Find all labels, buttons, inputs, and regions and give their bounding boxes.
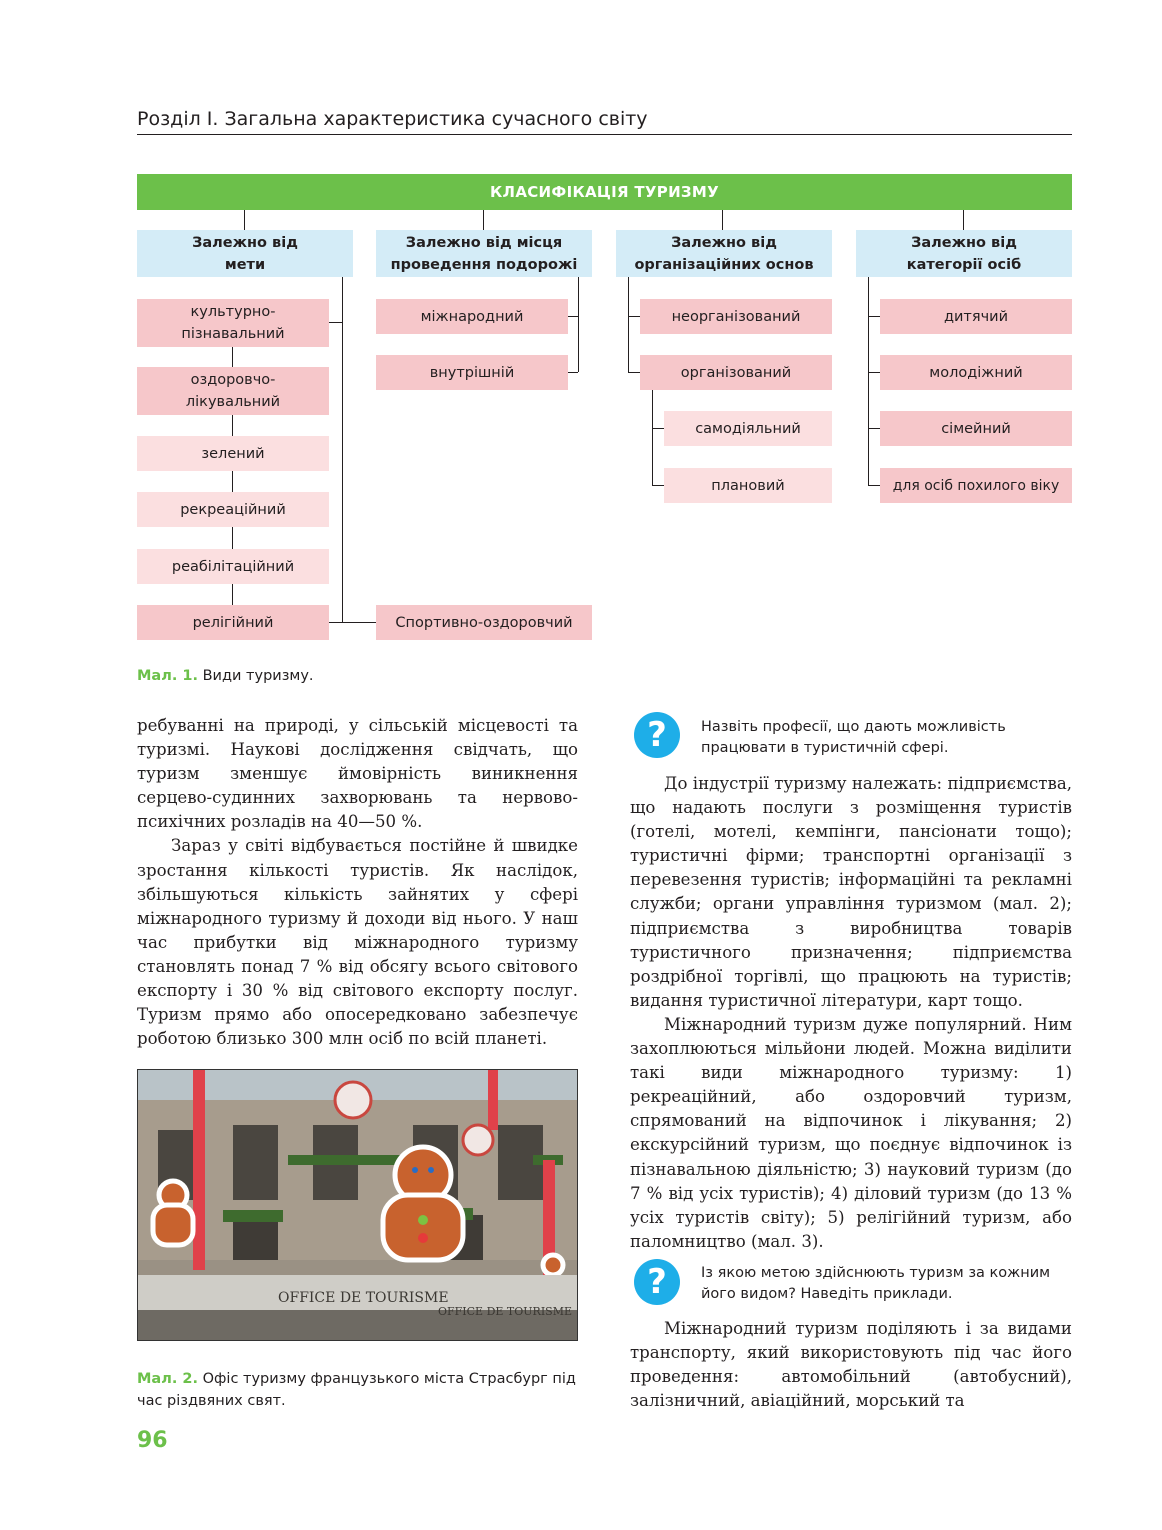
- type-box: реабілітаційний: [137, 549, 329, 584]
- connector: [868, 428, 880, 429]
- type-box: внутрішній: [376, 355, 568, 390]
- connector: [868, 485, 880, 486]
- paragraph: Міжнародний туризм поділяють і за видами транспорту, який використовують під час його проведення: автомобільний (автобусний), залізничний, авіаційний, морський та: [630, 1319, 1072, 1411]
- connector: [868, 316, 880, 317]
- page-number: 96: [137, 1428, 168, 1453]
- question-icon: ?: [634, 1259, 680, 1305]
- connector: [652, 390, 653, 485]
- type-box: неорганізований: [640, 299, 832, 334]
- type-box: сімейний: [880, 411, 1072, 446]
- paragraph: До індустрії туризму належать: підприємства, що надають послуги з розміщення туристів (готелі, мотелі, кемпінги, пансіонати тощо); туристичні фірми; транспортні організації з перевезення туристів; інформаційні та рекламні служби; органи управління туризмом (мал. 2); підприємства з виробництва товарів туристичного призначення; підприємства роздрібної торгівлі, що працюють на туристів; видання туристичної літератури, карт тощо.: [630, 774, 1072, 1010]
- category-title: Залежно від місця проведення подорожі: [390, 234, 578, 273]
- header-rule: [137, 134, 1072, 135]
- connector: [652, 485, 664, 486]
- connector: [628, 277, 629, 372]
- connector: [568, 316, 578, 317]
- type-box: релігійний: [137, 605, 329, 640]
- category-purpose: [137, 230, 353, 277]
- left-column-text: [137, 714, 578, 1051]
- question-text: Із якою метою здійснюють туризм за кожним його видом? Наведіть приклади.: [701, 1265, 1051, 1302]
- connector: [244, 210, 245, 230]
- connector: [628, 316, 640, 317]
- strasbourg-tourism-office-photo: [137, 1069, 578, 1341]
- subtype-box: плановий: [664, 468, 832, 503]
- connector: [232, 584, 233, 605]
- type-box: [137, 367, 329, 415]
- right-column-text: [630, 772, 1072, 1254]
- type-box: міжнародний: [376, 299, 568, 334]
- type-label: культурно-пізнавальний: [181, 304, 285, 342]
- connector: [578, 277, 579, 372]
- connector: [868, 277, 869, 485]
- connector: [963, 210, 964, 230]
- figure-caption: [137, 1368, 578, 1412]
- connector: [342, 277, 343, 623]
- category-title: Залежно від організаційних основ: [634, 234, 814, 273]
- photo-illustration: [138, 1070, 578, 1341]
- figure-caption-text: Офіс туризму французького міста Страсбург під час різдвяних свят.: [137, 1371, 576, 1409]
- connector: [329, 622, 376, 623]
- figure-label: Мал. 1.: [137, 668, 198, 684]
- paragraph: Міжнародний туризм дуже популярний. Ним захоплюються мільйони людей. Можна виділити такі види міжнародного туризму: 1) рекреаційний, або оздоровчий туризм, спрямований на відпочинок і лікування; 2) екскурсійний туризм, що поєднує відпочинок із пізнавальною діяльністю; 3) науковий туризм (до 7 % від усіх туристів); 4) діловий туризм (до 13 % усіх туристів світу); 5) релігійний туризм, або паломництво (мал. 3).: [630, 1014, 1072, 1251]
- type-box: Спортивно-оздоровчий: [376, 605, 592, 640]
- connector: [483, 210, 484, 230]
- type-box: для осіб похилого віку: [880, 468, 1072, 503]
- figure-label: Мал. 2.: [137, 1371, 198, 1387]
- connector: [232, 415, 233, 436]
- connector: [652, 428, 664, 429]
- question-icon: ?: [634, 712, 680, 758]
- right-column-text-end: [630, 1317, 1072, 1413]
- figure-caption-text: Види туризму.: [202, 668, 314, 684]
- type-box: дитячий: [880, 299, 1072, 334]
- connector: [868, 372, 880, 373]
- category-persons: [856, 230, 1072, 277]
- connector: [232, 347, 233, 367]
- category-place: [376, 230, 592, 277]
- connector: [722, 210, 723, 230]
- type-box: організований: [640, 355, 832, 390]
- category-organization: [616, 230, 832, 277]
- type-box: [137, 299, 329, 347]
- diagram-title: КЛАСИФІКАЦІЯ ТУРИЗМУ: [137, 174, 1072, 210]
- category-title: Залежно від мети: [192, 234, 298, 273]
- question-text: Назвіть професії, що дають можливість працювати в туристичній сфері.: [701, 719, 1006, 756]
- paragraph: ребуванні на природі, у сільській місцевості та туризмі. Наукові дослідження свідчать, що туризм зменшує ймовірність виникнення серцево-судинних захворювань та нервово-психічних розладів на 40—50 %.: [137, 716, 578, 832]
- type-box: зелений: [137, 436, 329, 471]
- paragraph: Зараз у світі відбувається постійне й швидке зростання кількості туристів. Як наслідок, збільшуються кількість зайнятих у сфері міжнародного туризму й доходи від нього. У наш час прибутки від міжнародного туризму становлять понад 7 % від обсягу всього світового експорту і 30 % від світового експорту послуг. Туризм прямо або опосередковано забезпечує роботою близько 300 млн осіб по всій планеті.: [137, 836, 578, 1049]
- connector: [628, 372, 640, 373]
- figure-caption: [137, 668, 314, 684]
- connector: [232, 471, 233, 492]
- category-title: Залежно від категорії осіб: [906, 234, 1022, 273]
- sign-text: OFFICE DE TOURISME: [438, 1305, 572, 1318]
- type-box: молодіжний: [880, 355, 1072, 390]
- connector: [568, 372, 578, 373]
- connector: [329, 322, 342, 323]
- running-header: Розділ І. Загальна характеристика сучасного світу: [137, 108, 648, 130]
- connector: [232, 527, 233, 549]
- sign-text: OFFICE DE TOURISME: [278, 1290, 449, 1306]
- subtype-box: самодіяльний: [664, 411, 832, 446]
- type-label: оздоровчо-лікувальний: [185, 372, 281, 410]
- type-box: рекреаційний: [137, 492, 329, 527]
